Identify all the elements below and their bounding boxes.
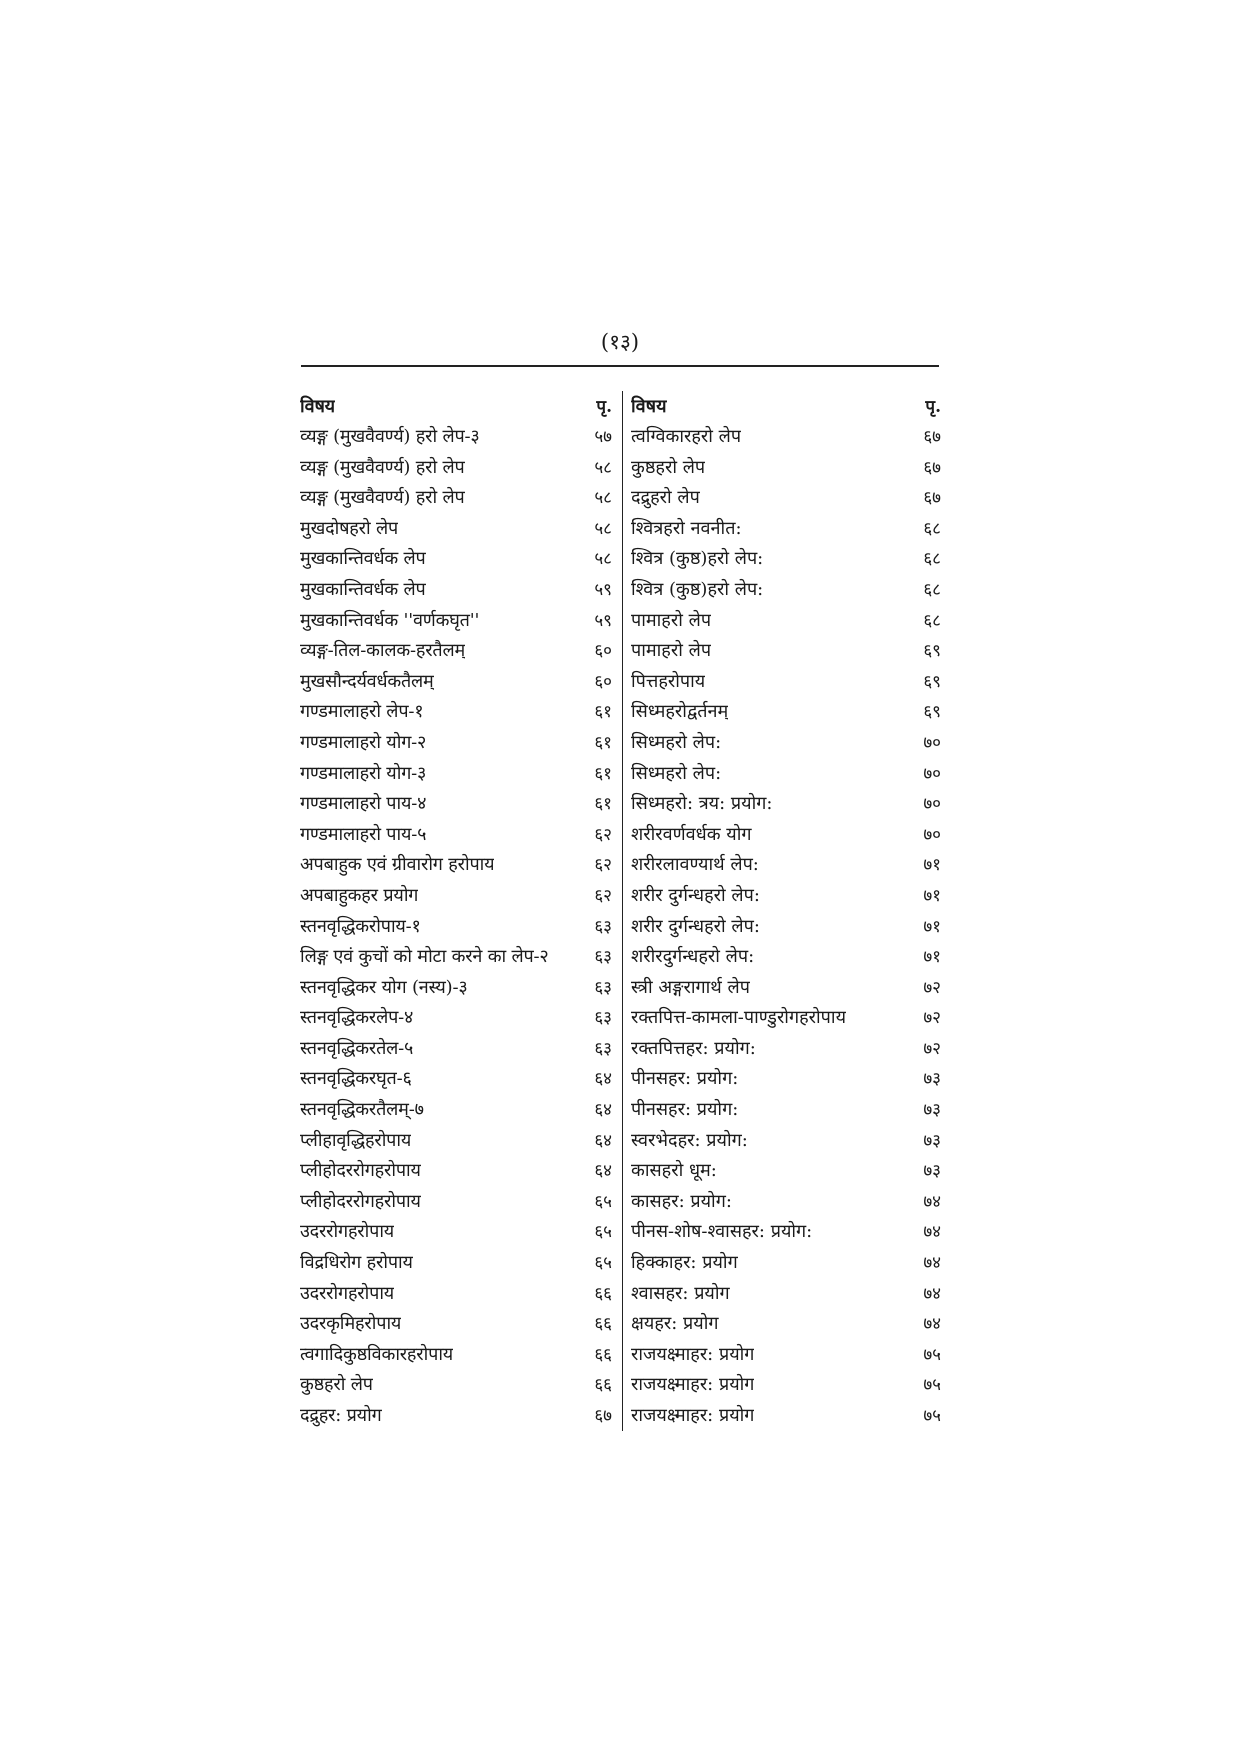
toc-entry xyxy=(300,1126,612,1157)
entry-title: क्षयहर: प्रयोग xyxy=(631,1313,719,1335)
entry-page: ६६ xyxy=(594,1344,612,1365)
entry-title: त्वग्विकारहरो लेप xyxy=(631,426,742,447)
toc-entry xyxy=(631,973,941,1004)
entry-page: ६८ xyxy=(923,549,941,570)
entry-page: ६७ xyxy=(923,427,941,447)
entry-page: ७१ xyxy=(923,947,941,968)
entry-title: श्वित्र (कुष्ठ)हरो लेप: xyxy=(631,548,764,570)
entry-title: गण्डमालाहरो पाय-४ xyxy=(300,793,427,815)
entry-title: कुष्ठहरो लेप xyxy=(631,456,706,478)
toc-entry xyxy=(631,912,941,943)
toc-entry xyxy=(300,1370,612,1401)
toc-entry xyxy=(300,912,612,943)
toc-entry xyxy=(300,881,612,912)
toc-entry xyxy=(631,575,941,606)
entry-page: ६८ xyxy=(923,610,941,631)
entry-title: प्लीहावृद्धिहरोपाय xyxy=(300,1129,412,1151)
toc-entry xyxy=(300,697,612,728)
entry-page: ६१ xyxy=(594,763,612,784)
entry-title: लिङ्ग एवं कुचों को मोटा करने का लेप-२ xyxy=(300,946,549,968)
entry-title: स्तनवृद्धिकर योग (नस्य)-३ xyxy=(300,976,468,998)
entry-title: श्वित्र (कुष्ठ)हरो लेप: xyxy=(631,578,764,600)
entry-title: गण्डमालाहरो योग-३ xyxy=(300,762,427,784)
column-divider xyxy=(622,391,623,1431)
left-column xyxy=(300,391,612,1432)
entry-title: पित्तहरोपाय xyxy=(631,670,706,692)
subject-heading: विषय xyxy=(300,396,335,417)
entry-page: ७१ xyxy=(923,885,941,906)
entry-page: ६६ xyxy=(594,1283,612,1304)
toc-entry xyxy=(631,1370,941,1401)
entry-page: ५९ xyxy=(594,579,612,600)
toc-entry xyxy=(300,422,612,453)
entry-page: ५८ xyxy=(594,549,612,570)
entry-title: स्तनवृद्धिकरतैलम्-७ xyxy=(300,1099,424,1121)
page-heading: पृ. xyxy=(596,397,612,417)
entry-title: श्वासहर: प्रयोग xyxy=(631,1282,730,1304)
toc-entry xyxy=(300,575,612,606)
entry-title: उदरकृमिहरोपाय xyxy=(300,1313,402,1335)
toc-entry xyxy=(300,1309,612,1340)
entry-title: दद्रुहरो लेप xyxy=(631,487,700,509)
entry-page: ६७ xyxy=(594,1406,612,1426)
entry-title: सिध्महरोद्वर्तनम् xyxy=(631,701,729,723)
entry-page: ६३ xyxy=(594,977,612,998)
toc-entry xyxy=(631,789,941,820)
toc-entry xyxy=(631,1156,941,1187)
entry-title: उदररोगहरोपाय xyxy=(300,1221,395,1243)
entry-page: ६३ xyxy=(594,947,612,968)
toc-entry xyxy=(300,1217,612,1248)
toc-entry xyxy=(631,850,941,881)
entry-title: कुष्ठहरो लेप xyxy=(300,1374,373,1396)
entry-page: ६७ xyxy=(923,488,941,509)
entry-page: ७० xyxy=(923,794,941,815)
toc-entry xyxy=(631,1187,941,1218)
entry-page: ६२ xyxy=(594,824,612,845)
entry-page: ६२ xyxy=(594,855,612,876)
toc-entry xyxy=(300,483,612,514)
entry-title: शरीर दुर्गन्धहरो लेप: xyxy=(631,915,760,937)
toc-entry xyxy=(631,422,941,453)
entry-title: राजयक्ष्माहर: प्रयोग xyxy=(631,1374,755,1396)
entry-page: ६६ xyxy=(594,1375,612,1396)
right-column xyxy=(631,391,941,1432)
entry-title: श्वित्रहरो नवनीत: xyxy=(631,517,742,539)
entry-page: ६४ xyxy=(594,1100,612,1121)
entry-page: ७० xyxy=(923,824,941,845)
toc-entry xyxy=(631,820,941,851)
entry-page: ५८ xyxy=(594,518,612,539)
entry-title: व्यङ्ग-तिल-कालक-हरतैलम् xyxy=(300,640,466,662)
toc-entry xyxy=(631,544,941,575)
toc-entry xyxy=(300,1156,612,1187)
entry-page: ७३ xyxy=(923,1069,941,1090)
entry-page: ६५ xyxy=(594,1222,612,1243)
toc-entry xyxy=(300,1401,612,1432)
entry-page: ६४ xyxy=(594,1161,612,1182)
entry-title: पीनसहर: प्रयोग: xyxy=(631,1099,739,1121)
entry-page: ७० xyxy=(923,732,941,753)
entry-page: ७४ xyxy=(923,1191,941,1212)
entry-title: राजयक्ष्माहर: प्रयोग xyxy=(631,1343,755,1365)
entry-title: मुखदोषहरो लेप xyxy=(300,517,399,539)
entry-page: ७३ xyxy=(923,1100,941,1121)
entry-title: स्तनवृद्धिकरतेल-५ xyxy=(300,1037,414,1059)
toc-entry xyxy=(300,789,612,820)
entry-page: ७१ xyxy=(923,916,941,937)
toc-entry xyxy=(631,483,941,514)
toc-entry xyxy=(300,453,612,484)
toc-entry xyxy=(631,1126,941,1157)
entry-page: ७४ xyxy=(923,1314,941,1335)
entry-page: ७२ xyxy=(923,1008,941,1029)
entry-title: अपबाहुकहर प्रयोग xyxy=(300,884,419,906)
toc-entry xyxy=(300,1340,612,1371)
entry-title: रक्तपित्त-कामला-पाण्डुरोगहरोपाय xyxy=(631,1007,847,1029)
entry-page: ६८ xyxy=(923,579,941,600)
toc-entry xyxy=(631,1279,941,1310)
entry-page: ७५ xyxy=(923,1344,941,1365)
entry-title: उदररोगहरोपाय xyxy=(300,1282,395,1304)
toc-entry xyxy=(300,1279,612,1310)
entry-title: स्तनवृद्धिकरघृत-६ xyxy=(300,1068,412,1090)
toc-entry xyxy=(300,759,612,790)
toc-entry xyxy=(631,1095,941,1126)
subject-heading: विषय xyxy=(631,396,667,417)
entry-page: ७५ xyxy=(923,1406,941,1426)
entry-page: ६३ xyxy=(594,1038,612,1059)
toc-entry xyxy=(300,1248,612,1279)
entry-title: शरीर दुर्गन्धहरो लेप: xyxy=(631,884,760,906)
entry-title: मुखकान्तिवर्धक लेप xyxy=(300,548,426,570)
entry-title: गण्डमालाहरो लेप-१ xyxy=(300,701,424,723)
entry-title: प्लीहोदररोगहरोपाय xyxy=(300,1160,421,1182)
entry-title: सिध्महरो: त्रय: प्रयोग: xyxy=(631,793,773,815)
entry-page: ६४ xyxy=(594,1069,612,1090)
toc-entry xyxy=(300,850,612,881)
entry-page: ७१ xyxy=(923,855,941,876)
entry-page: ७२ xyxy=(923,1038,941,1059)
toc-entry xyxy=(300,636,612,667)
entry-title: गण्डमालाहरो पाय-५ xyxy=(300,823,427,845)
toc-entry xyxy=(300,820,612,851)
entry-title: गण्डमालाहरो योग-२ xyxy=(300,731,427,753)
entry-page: ६१ xyxy=(594,794,612,815)
entry-title: स्तनवृद्धिकरोपाय-१ xyxy=(300,915,421,937)
toc-entry xyxy=(631,1248,941,1279)
entry-title: सिध्महरो लेप: xyxy=(631,762,722,784)
toc-entry xyxy=(300,606,612,637)
entry-title: पामाहरो लेप xyxy=(631,640,712,662)
entry-page: ६३ xyxy=(594,916,612,937)
entry-title: व्यङ्ग (मुखवैवर्ण्य) हरो लेप xyxy=(300,487,465,509)
entry-title: राजयक्ष्माहर: प्रयोग xyxy=(631,1405,755,1426)
toc-entry xyxy=(631,942,941,973)
toc-entry xyxy=(631,606,941,637)
toc-entry xyxy=(300,973,612,1004)
entry-title: विद्रधिरोग हरोपाय xyxy=(300,1252,413,1274)
toc-entry xyxy=(631,636,941,667)
toc-entry xyxy=(631,1034,941,1065)
entry-title: पामाहरो लेप xyxy=(631,609,712,631)
entry-title: शरीरदुर्गन्धहरो लेप: xyxy=(631,946,755,968)
entry-page: ७० xyxy=(923,763,941,784)
entry-title: व्यङ्ग (मुखवैवर्ण्य) हरो लेप xyxy=(300,456,465,478)
entry-page: ६१ xyxy=(594,702,612,723)
toc-entry xyxy=(631,1340,941,1371)
entry-title: दद्रुहर: प्रयोग xyxy=(300,1405,382,1426)
entry-page: ५७ xyxy=(594,427,612,447)
toc-entry xyxy=(631,1401,941,1432)
toc-entry xyxy=(631,728,941,759)
toc-entry xyxy=(300,728,612,759)
toc-entry xyxy=(300,1003,612,1034)
toc-entry xyxy=(300,1095,612,1126)
toc-entry xyxy=(300,667,612,698)
entry-page: ६५ xyxy=(594,1191,612,1212)
entry-title: शरीरवर्णवर्धक योग xyxy=(631,823,752,845)
entry-title: मुखकान्तिवर्धक लेप xyxy=(300,578,426,600)
toc-entry xyxy=(631,759,941,790)
entry-page: ६९ xyxy=(923,702,941,723)
entry-page: ७३ xyxy=(923,1130,941,1151)
entry-page: ६९ xyxy=(923,671,941,692)
entry-title: त्वगादिकुष्ठविकारहरोपाय xyxy=(300,1343,454,1365)
entry-title: पीनस-शोष-श्वासहर: प्रयोग: xyxy=(631,1221,813,1243)
toc-entry xyxy=(631,1217,941,1248)
toc-entry xyxy=(631,1064,941,1095)
entry-page: ६० xyxy=(594,671,612,692)
entry-title: स्तनवृद्धिकरलेप-४ xyxy=(300,1007,414,1029)
entry-title: शरीरलावण्यार्थ लेप: xyxy=(631,854,759,876)
entry-page: ६४ xyxy=(594,1130,612,1151)
entry-title: प्लीहोदररोगहरोपाय xyxy=(300,1190,421,1212)
entry-page: ७४ xyxy=(923,1253,941,1274)
entry-title: मुखकान्तिवर्धक ''वर्णकघृत'' xyxy=(300,609,480,631)
entry-page: ५८ xyxy=(594,488,612,509)
right-column-header xyxy=(631,391,941,422)
toc-entry xyxy=(631,1309,941,1340)
entry-title: अपबाहुक एवं ग्रीवारोग हरोपाय xyxy=(300,854,495,876)
entry-page: ७५ xyxy=(923,1375,941,1396)
entry-page: ५८ xyxy=(594,457,612,478)
entry-page: ६३ xyxy=(594,1008,612,1029)
toc-entry xyxy=(631,514,941,545)
entry-title: सिध्महरो लेप: xyxy=(631,731,722,753)
entry-title: मुखसौन्दर्यवर्धकतैलम् xyxy=(300,670,434,692)
toc-entry xyxy=(631,667,941,698)
toc-entry xyxy=(300,1034,612,1065)
header-rule xyxy=(301,365,939,367)
entry-title: कासहरो धूम: xyxy=(631,1160,717,1182)
toc-entry xyxy=(631,697,941,728)
toc-entry xyxy=(300,544,612,575)
toc-entry xyxy=(300,1187,612,1218)
entry-page: ५९ xyxy=(594,610,612,631)
toc-entry xyxy=(631,881,941,912)
toc-entry xyxy=(300,942,612,973)
entry-page: ६६ xyxy=(594,1314,612,1335)
entry-page: ६२ xyxy=(594,885,612,906)
entry-page: ६७ xyxy=(923,457,941,478)
entry-title: कासहर: प्रयोग: xyxy=(631,1190,732,1212)
toc-entry xyxy=(300,1064,612,1095)
toc-entry xyxy=(631,453,941,484)
entry-title: पीनसहर: प्रयोग: xyxy=(631,1068,739,1090)
entry-page: ६८ xyxy=(923,518,941,539)
page-number: (१३) xyxy=(600,330,640,354)
entry-title: व्यङ्ग (मुखवैवर्ण्य) हरो लेप-३ xyxy=(300,426,480,447)
entry-page: ६५ xyxy=(594,1253,612,1274)
entry-page: ६० xyxy=(594,641,612,662)
entry-page: ६१ xyxy=(594,732,612,753)
toc-entry xyxy=(300,514,612,545)
entry-page: ७२ xyxy=(923,977,941,998)
entry-page: ६९ xyxy=(923,641,941,662)
entry-title: स्वरभेदहर: प्रयोग: xyxy=(631,1129,748,1151)
entry-title: हिक्काहर: प्रयोग xyxy=(631,1252,738,1274)
entry-page: ७३ xyxy=(923,1161,941,1182)
page-heading: पृ. xyxy=(925,397,941,417)
toc-entry xyxy=(631,1003,941,1034)
entry-page: ७४ xyxy=(923,1222,941,1243)
left-column-header xyxy=(300,391,612,422)
entry-title: रक्तपित्तहर: प्रयोग: xyxy=(631,1037,756,1059)
entry-title: स्त्री अङ्गरागार्थ लेप xyxy=(631,976,750,998)
entry-page: ७४ xyxy=(923,1283,941,1304)
